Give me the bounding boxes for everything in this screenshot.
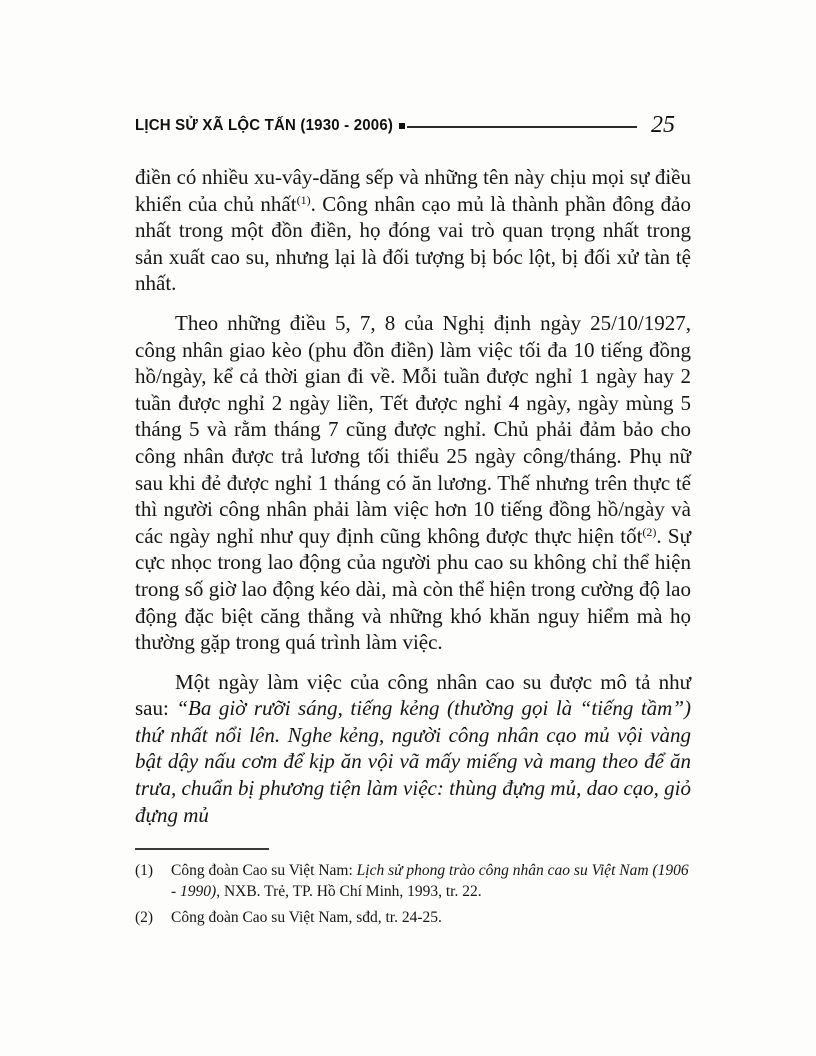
running-header-title: LỊCH SỬ XÃ LỘC TẤN (1930 - 2006) [135, 116, 394, 134]
paragraph-2-text: Theo những điều 5, 7, 8 của Nghị định ngày 25/10/1927, công nhân giao kèo (phu đồn điền) làm việc tối đa 10 tiếng đồng hồ/ngày, kể cả thời gian đi về. Mỗi tuần được nghỉ 1 ngày hay 2 tuần được nghỉ 2 ngày liền, Tết được nghỉ 4 ngày, ngày mùng 5 tháng 5 và rằm tháng 7 cũng được nghỉ. Chủ phải đảm bảo cho công nhân được trả lương tối thiểu 25 ngày công/tháng. Phụ nữ sau khi đẻ được nghỉ 1 tháng có ăn lương. Thế nhưng trên thực tế thì người công nhân phải làm việc hơn 10 tiếng đồng hồ/ngày và các ngày nghỉ như quy định cũng không được thực hiện tốt [135, 310, 691, 548]
paragraph-3 [135, 669, 691, 829]
paragraph-2 [135, 310, 691, 656]
paragraph-3-quotation: “Ba giờ rưỡi sáng, tiếng kẻng (thường gọi là “tiếng tầm”) thứ nhất nổi lên. Nghe kẻng, người công nhân cạo mủ vội vàng bật dậy nấu cơm để kịp ăn vội vã mấy miếng và mang theo để ăn trưa, chuẩn bị phương tiện làm việc: thùng đựng mủ, dao cạo, giỏ đựng mủ [135, 696, 691, 827]
footnote-separator-rule [135, 848, 269, 850]
paragraph-1-text-continued: . Công nhân cạo mủ là thành phần đông đảo nhất trong một đồn điền, họ đóng vai trò quan trọng nhất trong sản xuất cao su, nhưng lại là đối tượng bị bóc lột, bị đối xử tàn tệ nhất. [135, 191, 691, 296]
running-header [135, 112, 691, 138]
header-square-bullet-icon [399, 123, 405, 129]
footnote-2-marker: (2) [135, 909, 154, 927]
footnote-2 [135, 907, 691, 928]
header-rule [407, 126, 637, 128]
body-text [135, 164, 691, 828]
footnote-1-publisher: , NXB. Trẻ, TP. Hồ Chí Minh, 1993, tr. 22. [216, 883, 482, 901]
footnote-1-title: Lịch sử phong trào công nhân cao su Việt Nam (1906 - 1990) [171, 862, 689, 901]
footnote-reference-2: (2) [642, 524, 657, 539]
footnote-block [135, 848, 691, 928]
page-content [135, 112, 691, 933]
paragraph-1-text: điền có nhiều xu-vây-dăng sếp và những tên này chịu mọi sự điều khiển của chủ nhất [135, 165, 691, 216]
paragraph-1 [135, 164, 691, 297]
footnote-1 [135, 860, 691, 902]
footnote-2-citation: Công đoàn Cao su Việt Nam, sđd, tr. 24-25. [171, 909, 442, 927]
footnote-1-marker: (1) [135, 862, 154, 880]
footnote-1-author: Công đoàn Cao su Việt Nam: [171, 862, 357, 880]
paragraph-2-text-continued: . Sự cực nhọc trong lao động của người phu cao su không chỉ thể hiện trong số giờ lao động kéo dài, mà còn thể hiện trong cường độ lao động đặc biệt căng thẳng và những khó khăn nguy hiểm mà họ thường gặp trong quá trình làm việc. [135, 523, 691, 655]
paragraph-3-intro: Một ngày làm việc của công nhân cao su được mô tả như sau: [135, 669, 691, 721]
page-number: 25 [651, 111, 675, 138]
footnote-reference-1: (1) [296, 192, 311, 207]
footnote-2-text [171, 907, 691, 928]
footnote-1-text [171, 860, 691, 902]
